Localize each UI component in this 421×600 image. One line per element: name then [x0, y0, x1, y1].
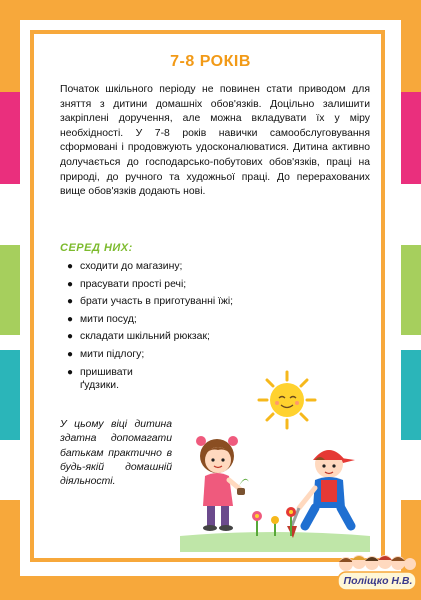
bullet-icon: ● — [67, 296, 74, 308]
author-badge-text: Поліщко Н.В. — [343, 575, 413, 587]
list-item: ● прасувати прості речі; — [67, 278, 187, 290]
list-item: ● мити підлогу; — [67, 348, 145, 360]
bullet-icon: ● — [67, 278, 74, 290]
bullet-icon: ● — [67, 261, 74, 272]
list-item: ● мити посуд; — [67, 313, 137, 325]
intro-paragraph: Початок шкільного періоду не повинен стати приводом для зняття з дитини домашніх обов'язків. Доцільно залишити закріплені доручення, але можна вкладувати їх у міру необхідності. У 7-8 років навички самообслуговування сформовані і продовжують удосконалюватися. Дитина активно долучається до господарсько-побутових обов'язків, праці на природі, до ручного та художньої праці. До перерахованих вище обов'язків додають нові. — [60, 84, 370, 198]
kids-gardening-illustration — [175, 368, 375, 558]
sun-icon — [259, 372, 315, 428]
bullet-icon: ● — [67, 313, 74, 325]
list-item: ● складати шкільний рюкзак; — [67, 331, 210, 343]
girl-planting-illustration — [196, 436, 249, 531]
bullet-icon: ● — [67, 348, 74, 360]
list-subheading: СЕРЕД НИХ: — [60, 242, 133, 254]
page-title: 7-8 РОКІВ — [170, 53, 251, 70]
bullet-icon: ● — [67, 331, 74, 343]
closing-paragraph: У цьому віці дитина здатна допомагати батькам практично в будь-якій домашній діяльності. — [60, 419, 172, 488]
list-item: ● пришивати ґудзики. — [67, 366, 133, 391]
list-item: ● сходити до магазину; — [67, 261, 183, 272]
bullet-icon: ● — [67, 366, 74, 378]
list-item: ● брати участь в приготуванні їжі; — [67, 296, 234, 308]
flowers-icon — [252, 507, 296, 536]
boy-digging-illustration — [287, 450, 355, 538]
